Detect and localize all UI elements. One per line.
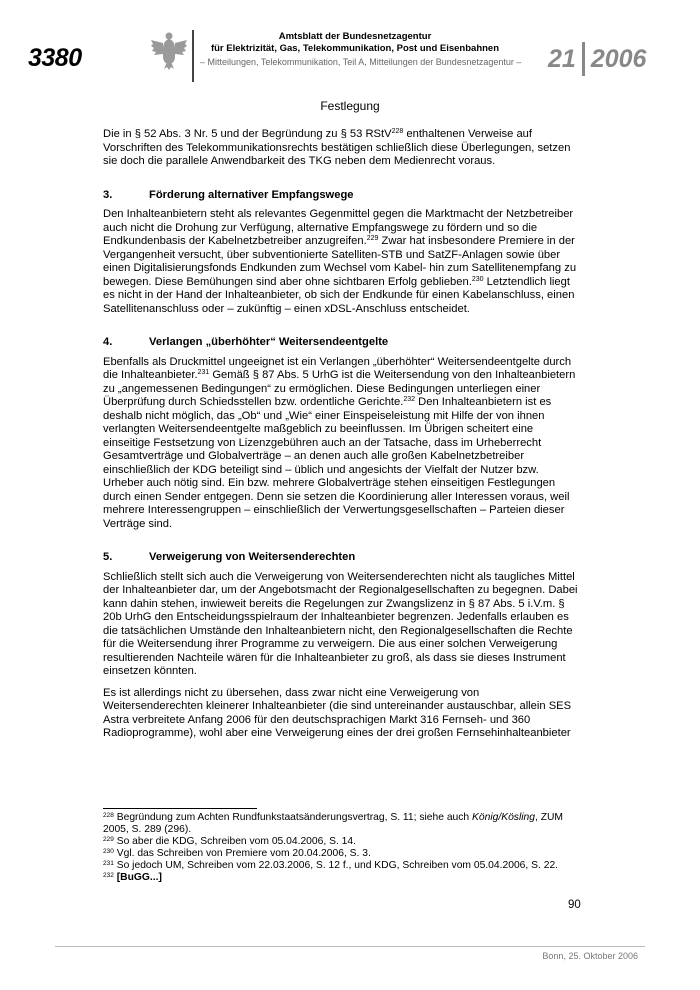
footnote-ref: 229	[366, 235, 379, 242]
footnote-ref: 228	[391, 128, 404, 135]
footnote-ref: 230	[471, 275, 484, 283]
section-4-paragraph: Ebenfalls als Druckmittel ungeeignet ist ein Verlangen „überhöhter“ Weitersendeentgelte durch die Inhalteanbieter.$^{231}$ Gemäß § 87 Abs. 5 UrhG ist die Weitersendung von den Inhalteanbietern zu „angemessenen Bedingungen“ zu ermöglichen. Diese Bedingungen unterliegen einer Überprüfung durch Schiedsstellen bzw. ordentliche Gerichte.$^{232}$ Den Inhalteanbietern ist es deshalb nicht möglich, das „Ob“ und „Wie“ einer Einspeiseleistung mit Hilfe der von ihnen verlangten Weitersendeentgelte maßgeblich zu beeinflussen. Im Übrigen scheitert eine einseitige Festsetzung von Lizenzgebühren auch an der Tatsache, dass im Urheberrecht Gesamtverträge und Globalverträge – an denen auch alle großen Kabelnetzbetreiber einschließlich der KDG beteiligt sind – üblich und angesichts der Vielfalt der Nutzer bzw. Urheber auch nötig sind. Ein bzw. mehrere Globalverträge stehen einseitigen Festlegungen durch einen Sender entgegen. Denn sie setzen die Koordinierung aller Interessen voraus, weil mehrere Interessengruppen – einschließlich der Verwertungsgesellschaften – Parteien dieser Verträge sind.	[103, 355, 576, 530]
footnotes	[103, 812, 581, 884]
footnote-230: $^{230}$ Vgl. das Schreiben von Premiere vom 20.04.2006, S. 3.	[103, 848, 371, 859]
issue-marker	[548, 42, 646, 76]
footer-divider	[55, 946, 645, 947]
footer-date: Bonn, 25. Oktober 2006	[542, 951, 638, 961]
header-line-3: – Mitteilungen, Telekommunikation, Teil A, Mitteilungen der Bundesnetzagentur –	[200, 57, 522, 67]
issue-number: 21	[548, 44, 576, 73]
header-line-1: Amtsblatt der Bundesnetzagentur	[278, 31, 432, 42]
section-3-heading: 3. Förderung alternativer Empfangswege	[103, 188, 354, 201]
intro-paragraph: Die in § 52 Abs. 3 Nr. 5 und der Begründung zu § 53 RStV$^{228}$ enthaltenen Verweise auf Vorschriften des Telekommunikationsrechts bestätigen schließlich diese Überlegungen, setzen sie doch die parallele Anwendbarkeit des TKG neben dem Medienrecht voraus.	[103, 128, 571, 167]
footnote-231: $^{231}$ So jedoch UM, Schreiben vom 22.03.2006, S. 12 f., und KDG, Schreiben vom 05.04.2006, S. 22.	[103, 860, 559, 871]
footnote-229: $^{229}$ So aber die KDG, Schreiben vom 05.04.2006, S. 14.	[103, 836, 356, 847]
footnote-ref: 232	[403, 396, 416, 403]
section-5-heading: 5. Verweigerung von Weitersenderechten	[103, 551, 356, 563]
footnote-separator	[103, 808, 257, 809]
section-4-heading: 4. Verlangen „überhöhter“ Weitersendeentgelte	[103, 336, 389, 348]
header-publication	[200, 31, 510, 55]
section-3-paragraph: Den Inhalteanbietern steht als relevantes Gegenmittel gegen die Marktmacht der Netzbetreiber auch nicht die Drohung zur Verfügung, alternative Empfangswege zu fördern und so die Endkundenbasis der Kabelnetzbetreiber anzugreifen.$^{229}$ Zwar hat insbesondere Premiere in der Vergangenheit versucht, über subventionierte Satelliten-STB und SatZF-Anlagen sowie über einen Digitalisierungsfonds Endkunden zum Wechsel vom Kabel- hin zum Satellitenempfang zu bewegen. Diese Bemühungen sind aber ohne sichtbaren Erfolg geblieben.$^{230}$ Letztendlich liegt es nicht in der Hand der Inhalteanbieter, ob sich der Endkunde für einen Kabelanschluss, einen Satellitenanschluss oder – zukünftig – einen xDSL-Anschluss entscheidet.	[103, 208, 577, 315]
issue-year: 2006	[590, 44, 647, 73]
section-5-paragraph-1: Schließlich stellt sich auch die Verweigerung von Weitersenderechten nicht als taugliches Mittel der Inhalteanbieter dar, um der Angebotsmacht der Regionalgesellschaften zu begegnen. Dabei kann dahin stehen, inwieweit bereits die Regelungen zur Zwangslizenz in § 87 Abs. 5 i.V.m. § 20b UrhG den Entscheidungsspielraum der Inhalteanbieter begrenzen. Jedenfalls erlauben es die tatsächlichen Umstände den Inhalteanbietern nicht, den Regionalgesellschaften die Rechte für die Weitersendung ihrer Programme zu verweigern. Die aus einer solchen Verweigerung resultierenden Nachteile wären für die Inhalteanbieter zu groß, als dass sie dieses Instrument einsetzen könnten.	[103, 570, 578, 677]
federal-eagle-icon	[150, 30, 188, 70]
header-line-2: für Elektrizität, Gas, Telekommunikation, Post und Eisenbahnen	[210, 43, 500, 54]
issue-divider	[582, 42, 585, 76]
document-page-number: 90	[568, 899, 581, 911]
footnote-ref: 231	[197, 369, 210, 376]
main-content	[103, 128, 581, 741]
page-title: Festlegung	[320, 99, 380, 113]
page-number: 3380	[28, 44, 82, 72]
header-divider	[192, 30, 194, 82]
footnote-228: $^{228}$ Begründung zum Achten Rundfunkstaatsänderungsvertrag, S. 11; siehe auch König/Kösling, ZUM 2005, S. 289 (296).	[103, 812, 564, 835]
footnote-232: $^{232}$ [BuGG...]	[103, 872, 162, 883]
section-5-paragraph-2: Es ist allerdings nicht zu übersehen, dass zwar nicht eine Verweigerung von Weitersenderechten kleinerer Inhalteanbieter (die sind untereinander austauschbar, allein SES Astra verbreitete Anfang 2006 für den deutschsprachigen Markt 316 Fernseh- und 360 Radioprogramme), wohl aber eine Verweigerung eines der drei großen Fernsehinhalteanbieter	[103, 686, 572, 739]
